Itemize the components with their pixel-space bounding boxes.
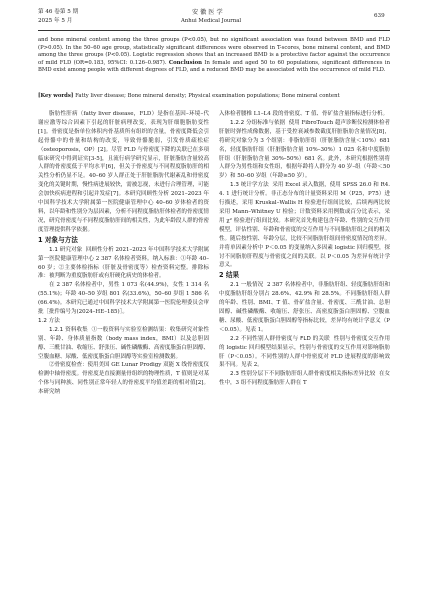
abstract-results-text: and bone mineral content among the three groups (P<0.05), but no significant association was found between BMD and FLD (P>0.05). In the 50–60 age group, statistically significant differences were observed in T-scores, bone mineral content, and BMD among the three groups (P<0.05). Logistic regression shows that an increased BMD is a protective factor against the occurrence of mild FLD (OR=0.183, 95%CI: 0.126–0.987).: [38, 37, 390, 66]
s21-title: 2.1 一般情况: [230, 282, 264, 289]
header-page-number: 639: [374, 13, 385, 19]
section-1-title: 1 对象与方法: [38, 235, 78, 244]
keywords-label: [Key words]: [38, 93, 74, 99]
s13-title: 1.3 统计学方法: [230, 182, 269, 189]
s23-text: 在女性中，3 组不同程度脂肪肝人群在 T: [219, 371, 390, 387]
s22-title: 2.2 不同性别人群骨密度与 FLD 的关联: [230, 335, 330, 342]
s122-title: 1.2.2 分组标准与依据: [230, 119, 286, 126]
s121-paragraph: [38, 326, 209, 362]
intro-paragraph: 脂肪性肝病（fatty liver disease，FLD）是指在基因–环境–代谢应激等综合因素下引起的肝脏病理改变，表现为肝细胞脂肪变性[1]。骨密度是指单位体积内骨基质所有组织的含量，骨密度降低会引起骨骼中的骨量和结构的改变，导致骨骼脆弱，引发骨质疏松症（osteoporosis，OP）[2]。尽管 FLD 与骨密度下降的关联已在多项临床研究中得到证实[3-5]，且流行病学研究显示，肝脏脂肪含量较高人群的骨密度低于平均水平[6]，但关于骨密度与不同程度脂肪肝的相关性分析仍显不足。40–60 岁人群正处于肝脏脂肪代谢紊乱和骨密度变化的关键时期，慢性病进展较快，需被怎视，未进行合理管理，可能会加快疾病进程和引起并发症[7]。本研究回顾性分析 2021–2023 年中国科学技术大学附属第一医院健康管理中心 40–60 岁体检者的资料，以年龄和性别分为层因素，分析不同程度脂肪肝体检者的骨密度情况，研究骨密度与不同程度脂肪肝间的相关性，为此年龄段人群的骨密度管理提供科学依据。: [38, 111, 209, 233]
s21-paragraph: [219, 281, 390, 334]
conclusion-text: In female and aged 50 to 60 populations, significant differences in BMD exist among people with different degrees of FLD, and a reduced BMD may be associated with the occurrence of mild FLD.: [38, 59, 391, 74]
conclusion-label: Conclusion: [168, 59, 202, 66]
header-rule: [38, 30, 390, 31]
s121-title: 1.2.1 资料收集: [49, 326, 88, 333]
keywords-text: Fatty liver disease; Bone mineral density; Physical examination populations; Bone mineral content: [75, 93, 340, 99]
s11-text: 回顾性分析 2021–2023 年中国科学技术大学附属第一医院健康管理中心 2 387 名体检者资料。纳入标准：①年龄 40–60 岁；②主要体检指标（肝脏及骨密度等）检查资料完整。排除标准：被判断为重度脂肪肝或有肝硬化病史的体检者。: [38, 246, 209, 280]
s13-paragraph: [219, 181, 390, 270]
right-continuation: 入体检者腰椎 L1–L4 段的骨密度、T 值、骨矿盐含量指标进行分析。: [219, 111, 388, 117]
header-journal-en: Anhui Medical Journal: [181, 18, 242, 24]
s22-text: 性别与骨密度交互作用的 logistic 回归模型结果显示，性别与骨密度的交互作用对影响脂肪肝（P＜0.05）。不同性别的人群中骨密度对 FLD 进展程度的影响效果不同。见表 2。: [219, 335, 391, 369]
s23-title: 2.3 性别分层下不同脂肪肝组人群骨密度相关指标差异比较: [230, 371, 376, 378]
s122-paragraph: [219, 119, 390, 181]
s11-paragraph-2: 在 2 387 名体检者中，男性 1 073 名(44.9%)，女性 1 314 名(55.1%)；年龄 40–50 岁组 801 名(33.6%)，50–60 岁组 1 586 名(66.4%)。本研究已通过中国科学技术大学附属第一医院伦理委员会审批［批件编号为(2024–HE–185)］。: [38, 282, 209, 316]
header-journal-cn: 安 徽 医 学: [192, 9, 223, 16]
left-column: [38, 110, 209, 397]
header-date: 2025 年 5 月: [38, 18, 73, 24]
s21-text: 2 387 名体检者中，非脂肪肝组、轻度脂肪肝组和中度脂肪肝组分别占 28.6%、42.9% 和 28.5%。不同脂肪肝组人群的年龄、性别、BMI、T 值、骨矿盐含量、骨密度、三酰甘油、总胆固醇、碱性磷酸酶、收缩压、舒张压、高密度脂蛋白胆固醇、空腹血糖、尿酸、低密度脂蛋白胆固醇等指标比较，差异均有统计学意义（P＜0.05）。见表 1。: [219, 282, 390, 333]
s121-text: ①一般资料与实验室检测结果：收集研究对象性别、年龄、身体质量指数（body mass index，BMI）以及总胆固醇、三酰甘油、收缩压、舒张压、碱性磷酸酶、高密度脂蛋白胆固醇、空腹血糖、尿酸、低密度脂蛋白胆固醇等实验室检测数据。: [38, 326, 210, 360]
s121-paragraph-2: ②骨密度检查：使用美国 GE Lunar Prodigy 双能 X 线骨密度仪检测中轴骨密度。骨密度是直接测量骨组织的物理性质，T 值则是对某个体与同种族、同性别正常年轻人的骨密度平均值差距的相对值[2]。本研究纳: [38, 362, 210, 396]
s11-title: 1.1 研究对象: [49, 246, 83, 253]
s23-paragraph: [219, 370, 390, 388]
section-2-title: 2 结果: [219, 271, 240, 280]
s12-title: 1.2 方法: [38, 317, 60, 324]
right-column: [219, 110, 390, 388]
s11-paragraph: [38, 246, 209, 282]
s22-paragraph: [219, 335, 390, 371]
s13-text: 采用 Excel 录入数据，使用 SPSS 26.0 和 R4. 4. 1 进行统计分析。非正态分布的计量资料采用 M（P25，P75）进行描述，采用 Kruskal–Wallis H 检验进行组间比较，后续两两比较采用 Mann–Whitney U 检验；计数资料采用例数或百分比表示，采用 χ² 检验进行组间比较。本研究首先构建包含年龄、性别的交互作用模型，评估性别、年龄和骨密度的交互作用与不同脂肪肝组之间的相关性。随后按性别、年龄分层，比较不同脂肪肝组间骨密度情况的差异。并将单因素分析中 P＜0.05 的变量纳入多因素 logistic 回归模型，探讨不同脂肪肝程度与骨密度之间的关联。以 P＜0.05 为差异有统计学意义。: [219, 182, 390, 269]
header-volume: 第 46 卷第 5 期: [38, 9, 79, 15]
english-abstract: [38, 37, 390, 75]
s122-text: 使用 FibroTouch 超声诊断仪检测体检者肝脏时弹性成像数据，基于受控衰减参数截度肝脏脂肪含量情况[8]，将研究对象分为 3 个组别：非脂肪肝组（肝脏脂肪含量＜10%）681 名，轻度脂肪肝组（肝脏脂肪含量 10%–30%）1 025 名和中度脂肪肝组（肝脏脂肪含量 30%–50%）681 名。此外，本研究根据性别将人群分为男性组和女性组，根据年龄将人群分为 40 岁–组（年龄＜50 岁）和 50–60 岁组（年龄≥50 岁）。: [219, 119, 391, 180]
keywords: [38, 93, 390, 101]
